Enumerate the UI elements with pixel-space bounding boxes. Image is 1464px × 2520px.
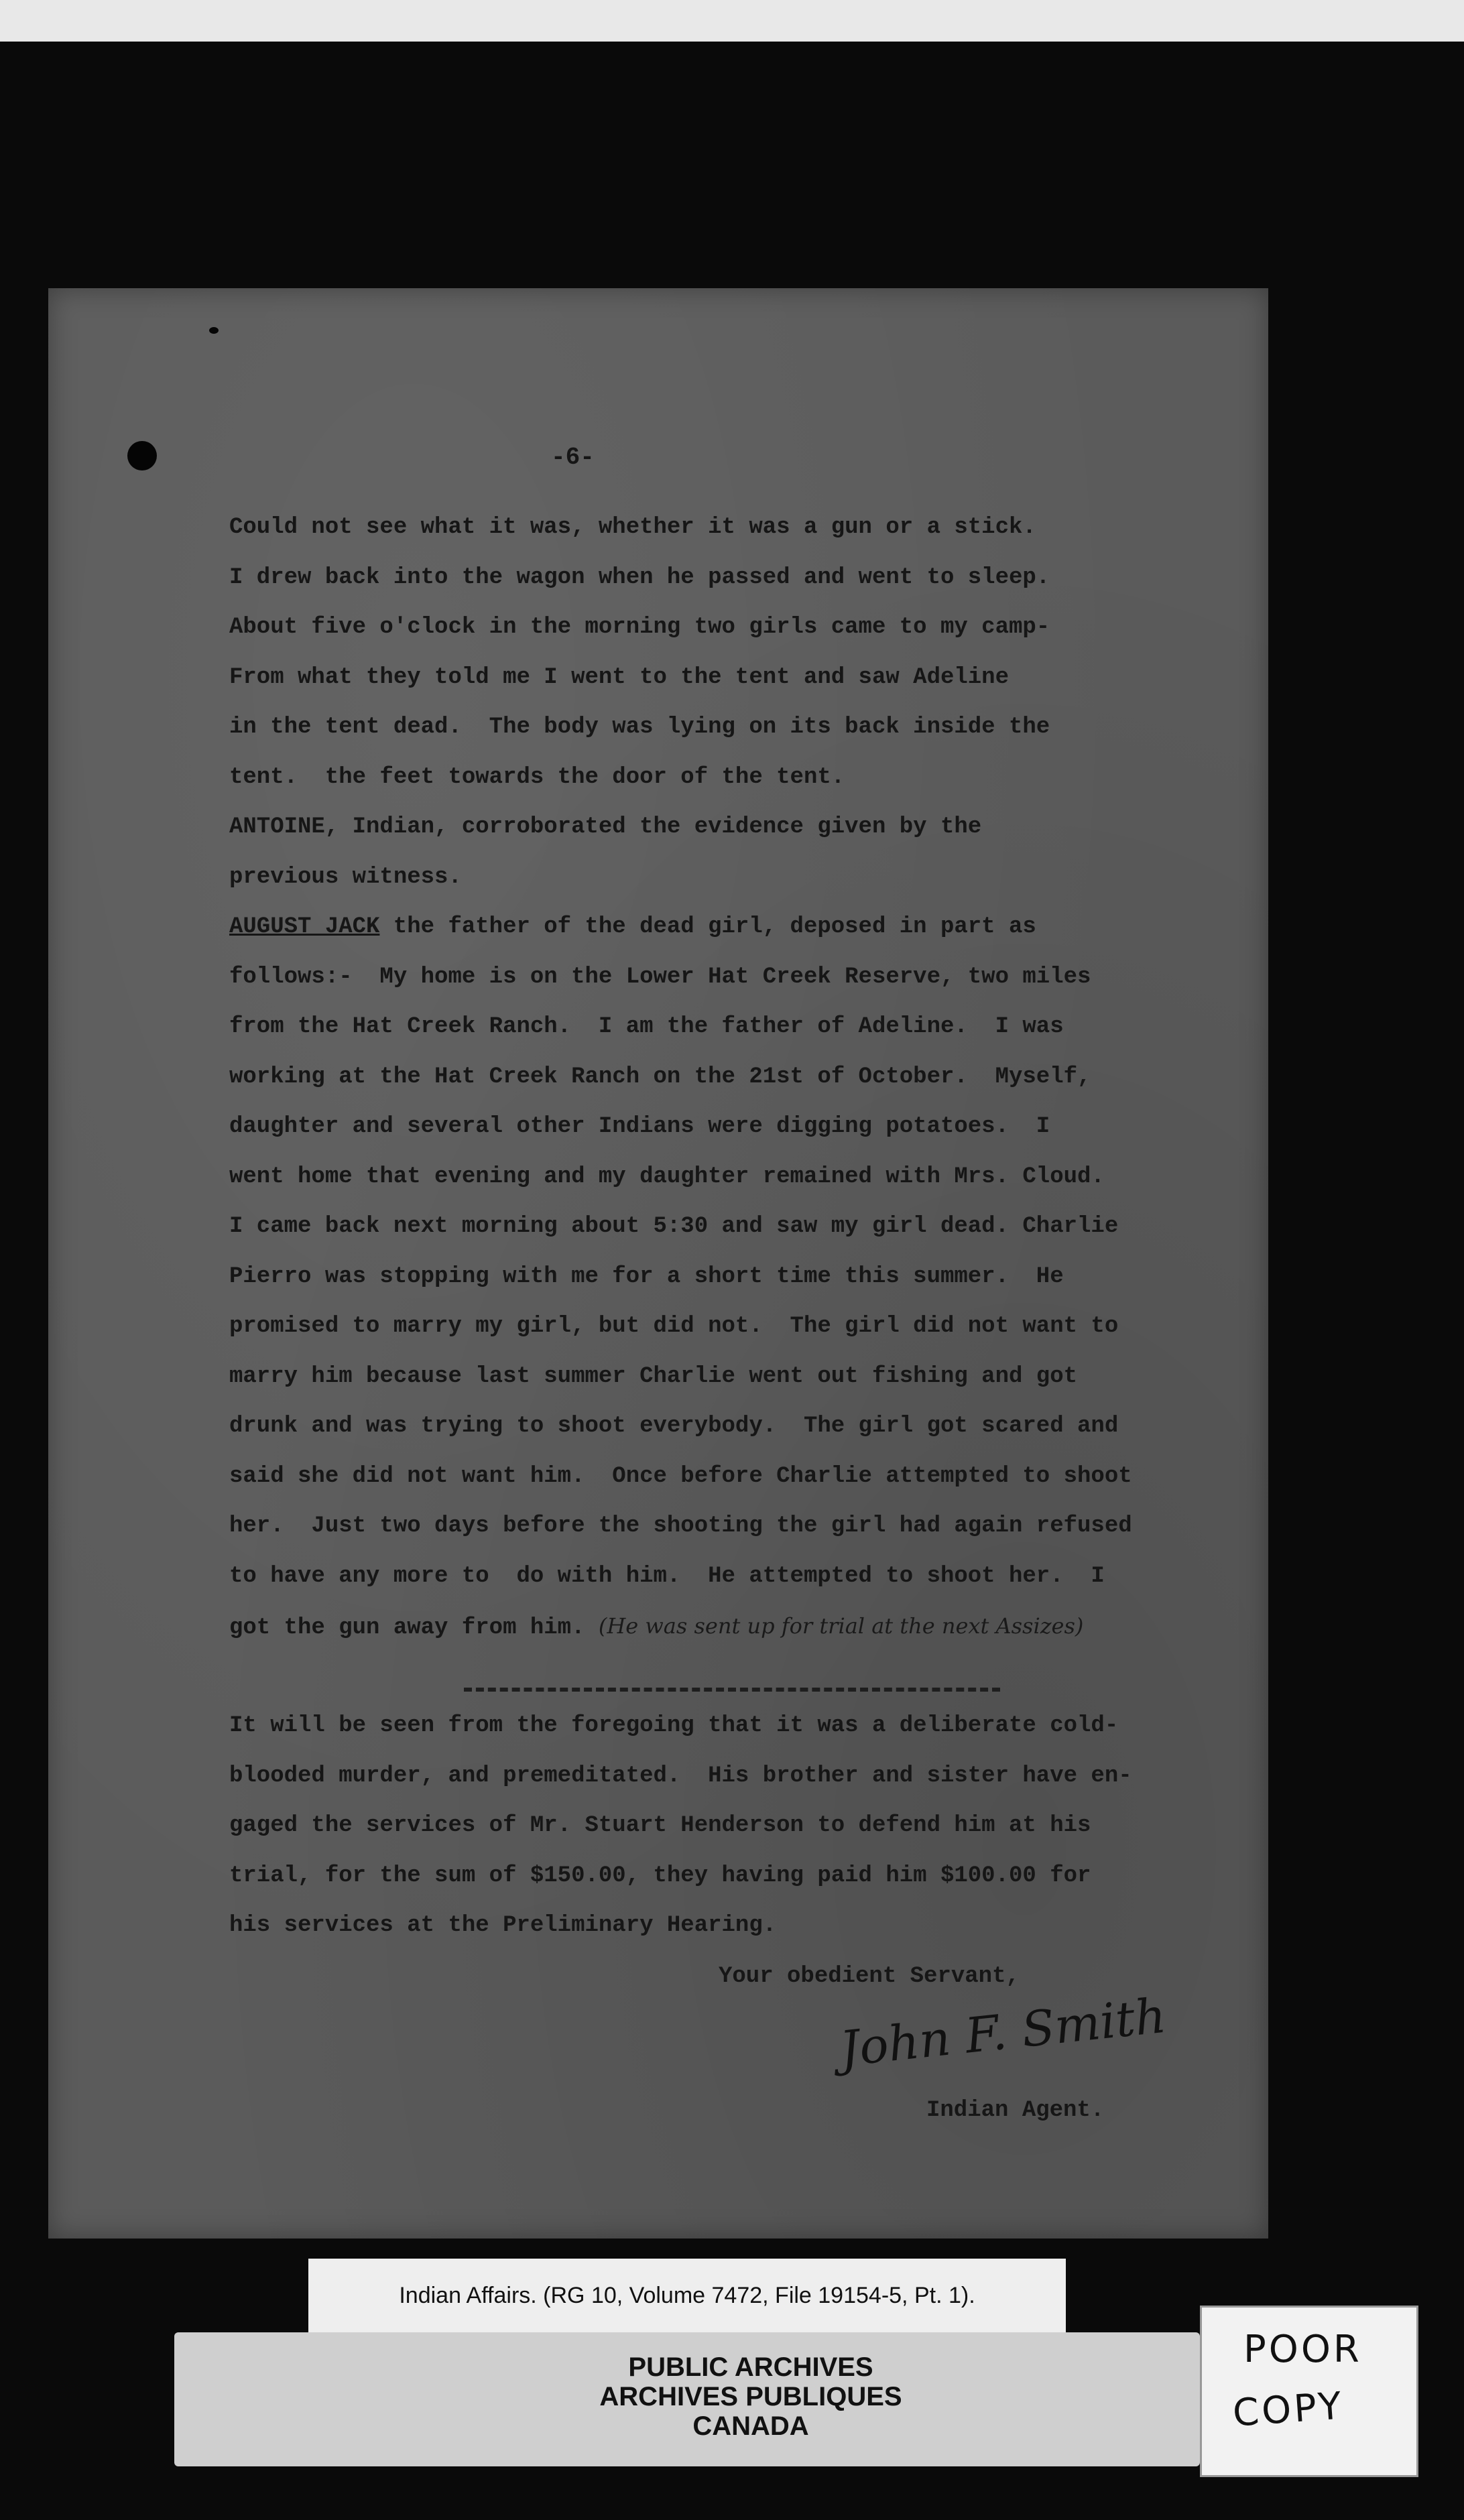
ink-speck [209,327,219,334]
conclusion-line: blooded murder, and premeditated. His brother and sister have en- [229,1763,1132,1789]
text-line: marry him because last summer Charlie went out fishing and got [229,1363,1078,1389]
letter-body [229,503,1275,1951]
ink-blot [127,441,157,470]
text-line: previous witness. [229,864,462,890]
text-line: daughter and several other Indians were digging potatoes. I [229,1114,1050,1139]
stamp-line: CANADA [692,2411,809,2441]
text-line: tent. the feet towards the door of the tent. [229,764,845,790]
dashed-divider [464,1688,1000,1692]
poor-copy-card [1200,2306,1418,2477]
text-line: follows:- My home is on the Lower Hat Creek Reserve, two miles [229,964,1091,990]
text-line: to have any more to do with him. He attempted to shoot her. I [229,1563,1105,1589]
text-line: from the Hat Creek Ranch. I am the father of Adeline. I was [229,1014,1064,1040]
conclusion-line: trial, for the sum of $150.00, they having paid him $100.00 for [229,1863,1091,1889]
reference-slip [308,2259,1066,2332]
text-line-antoine: ANTOINE, Indian, corroborated the evidence given by the [229,814,982,840]
conclusion-line: his services at the Preliminary Hearing. [229,1913,777,1938]
poor-copy-line: POOR [1243,2328,1362,2371]
text-line: About five o'clock in the morning two girls came to my camp- [229,615,1050,640]
signer-title: Indian Agent. [926,2098,1105,2123]
conclusion-line: gaged the services of Mr. Stuart Henderson to defend him at his [229,1813,1091,1838]
stamp-line: ARCHIVES PUBLIQUES [599,2382,902,2411]
poor-copy-line: COPY [1231,2384,1346,2436]
conclusion-line: It will be seen from the foregoing that it was a deliberate cold- [229,1713,1119,1739]
text-line: promised to marry my girl, but did not. The girl did not want to [229,1314,1119,1339]
document-page [48,288,1268,2239]
text-line: Could not see what it was, whether it was a gun or a stick. [229,515,1036,540]
archive-label [174,2259,1200,2473]
text-line: in the tent dead. The body was lying on its back inside the [229,714,1050,740]
last-statement: got the gun away from him. [229,1615,585,1641]
stamp-line: PUBLIC ARCHIVES [628,2352,873,2382]
text-line: drunk and was trying to shoot everybody. The girl got scared and [229,1413,1119,1439]
text-line: working at the Hat Creek Ranch on the 21st of October. Myself, [229,1064,1091,1090]
text-line-august-jack: AUGUST JACK the father of the dead girl, deposed in part as [229,914,1036,940]
text-line: I drew back into the wagon when he passed and went to sleep. [229,564,1050,590]
handwritten-note: (He was sent up for trial at the next Assizes) [598,1613,1084,1639]
page-number: -6- [551,444,595,471]
signature: John F. Smith [837,1987,1169,2078]
text-line-final [229,1601,1275,1651]
text-line: Pierro was stopping with me for a short time this summer. He [229,1263,1064,1289]
text-line: From what they told me I went to the tent and saw Adeline [229,664,1009,690]
text-line: said she did not want him. Once before Charlie attempted to shoot [229,1463,1132,1489]
top-border-strip [0,0,1464,42]
closing-salutation: Your obedient Servant, [719,1964,1020,1989]
archive-stamp [550,2352,952,2441]
witness-name: AUGUST JACK [229,914,380,940]
archive-reference: Indian Affairs. (RG 10, Volume 7472, File 19154-5, Pt. 1). [399,2282,975,2308]
spacer [229,1651,1275,1702]
text-line: went home that evening and my daughter remained with Mrs. Cloud. [229,1163,1105,1190]
text-line: I came back next morning about 5:30 and saw my girl dead. Charlie [229,1214,1119,1239]
text-line: her. Just two days before the shooting the girl had again refused [229,1513,1132,1539]
